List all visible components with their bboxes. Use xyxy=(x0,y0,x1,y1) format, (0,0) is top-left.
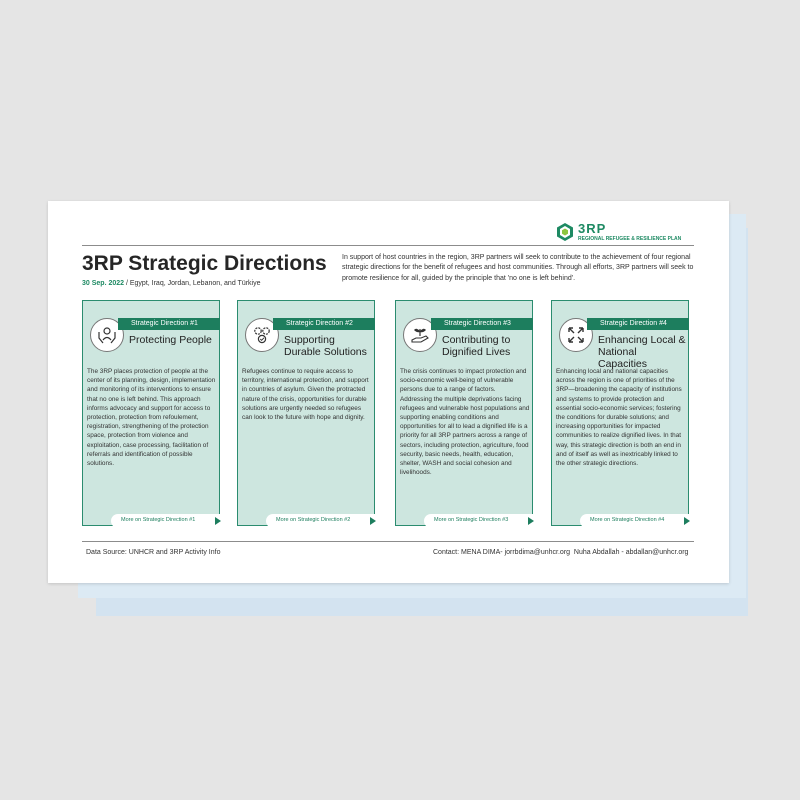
3rp-logo-icon xyxy=(556,223,574,241)
card-badge: Strategic Direction #3 xyxy=(431,318,533,330)
more-link-3[interactable] xyxy=(424,514,538,528)
card-heading: Protecting People xyxy=(129,334,212,346)
more-link-label[interactable]: More on Strategic Direction #1 xyxy=(121,517,196,523)
card-badge: Strategic Direction #1 xyxy=(118,318,220,330)
strategic-direction-card-1 xyxy=(82,300,220,526)
divider xyxy=(82,541,694,542)
logo-subtitle: REGIONAL REFUGEE & RESILIENCE PLAN xyxy=(578,236,682,242)
card-body: The crisis continues to impact protection and socio-economic well-being of vulnerable persons due to a range of factors. Addressing the multiple deprivations facing refugees and vulnerable host populations and supporting enabling conditions and opportunities for all to lead a dignified life is a priority for all 3RP partners across a range of sectors, including protection, agriculture, food security, basic needs, health, education, shelter, WASH and social cohesion and livelihoods. xyxy=(400,368,530,477)
strategic-direction-card-2 xyxy=(237,300,375,526)
arrow-right-icon[interactable] xyxy=(370,517,376,525)
logo-title: 3RP xyxy=(578,221,607,236)
infographic-page xyxy=(48,201,729,583)
more-link-4[interactable] xyxy=(580,514,694,528)
card-heading: Supporting Durable Solutions xyxy=(284,334,367,358)
more-link-label[interactable]: More on Strategic Direction #4 xyxy=(590,517,665,523)
card-body: The 3RP places protection of people at the center of its planning, design, implementation and monitoring of its interventions to ensure that no one is left behind. This approach informs advocacy and support for access to protection, protection from refoulement, registration, strengthening of the protection space, protection from violence and exploitation, case processing, facilitation of referrals and identification of possible solutions. xyxy=(87,368,216,468)
contact-info: Contact: MENA DIMA- jorrbdima@unhcr.org Nuha Abdallah - abdallan@unhcr.org xyxy=(433,549,689,556)
card-badge: Strategic Direction #4 xyxy=(587,318,689,330)
card-heading: Enhancing Local & National Capacities xyxy=(598,334,686,370)
arrow-right-icon[interactable] xyxy=(684,517,690,525)
card-body: Refugees continue to require access to territory, international protection, and support in countries of asylum. Given the protracted nature of the crisis, opportunities for durable solutions are urgently needed so refugees can look to the future with hope and dignity. xyxy=(242,368,369,422)
arrow-right-icon[interactable] xyxy=(528,517,534,525)
strategic-direction-card-4 xyxy=(551,300,689,526)
more-link-1[interactable] xyxy=(111,514,225,528)
report-date: 30 Sep. 2022 xyxy=(82,280,125,287)
more-link-label[interactable]: More on Strategic Direction #3 xyxy=(434,517,509,523)
page-subtitle xyxy=(82,280,261,287)
arrow-right-icon[interactable] xyxy=(215,517,221,525)
card-badge: Strategic Direction #2 xyxy=(273,318,375,330)
more-link-label[interactable]: More on Strategic Direction #2 xyxy=(276,517,351,523)
divider xyxy=(82,245,694,246)
data-source: Data Source: UNHCR and 3RP Activity Info xyxy=(86,549,221,556)
strategic-direction-card-3 xyxy=(395,300,533,526)
card-body: Enhancing local and national capacities across the region is one of priorities of the 3RP—broadening the capacity of institutions and systems to provide protection and essential socio-economic services; fostering the conditions for durable solutions; and increasing opportunities for impacted communities to realize dignified lives. In that way, this strategic direction is both an end in and of itself as well as inextricably linked to the other strategic directions. xyxy=(556,368,682,468)
intro-paragraph: In support of host countries in the region, 3RP partners will seek to contribute to the achievement of four regional strategic directions for the benefit of refugees and host communities. Through all efforts, 3RP partners will seek to promote resilience for all, guided by the principle that 'no one is left behind'. xyxy=(342,254,694,282)
card-heading: Contributing to Dignified Lives xyxy=(442,334,511,358)
more-link-2[interactable] xyxy=(266,514,380,528)
locations: / Egypt, Iraq, Jordan, Lebanon, and Türkiye xyxy=(124,280,261,287)
3rp-logo xyxy=(556,221,696,243)
page-title: 3RP Strategic Directions xyxy=(82,252,327,275)
